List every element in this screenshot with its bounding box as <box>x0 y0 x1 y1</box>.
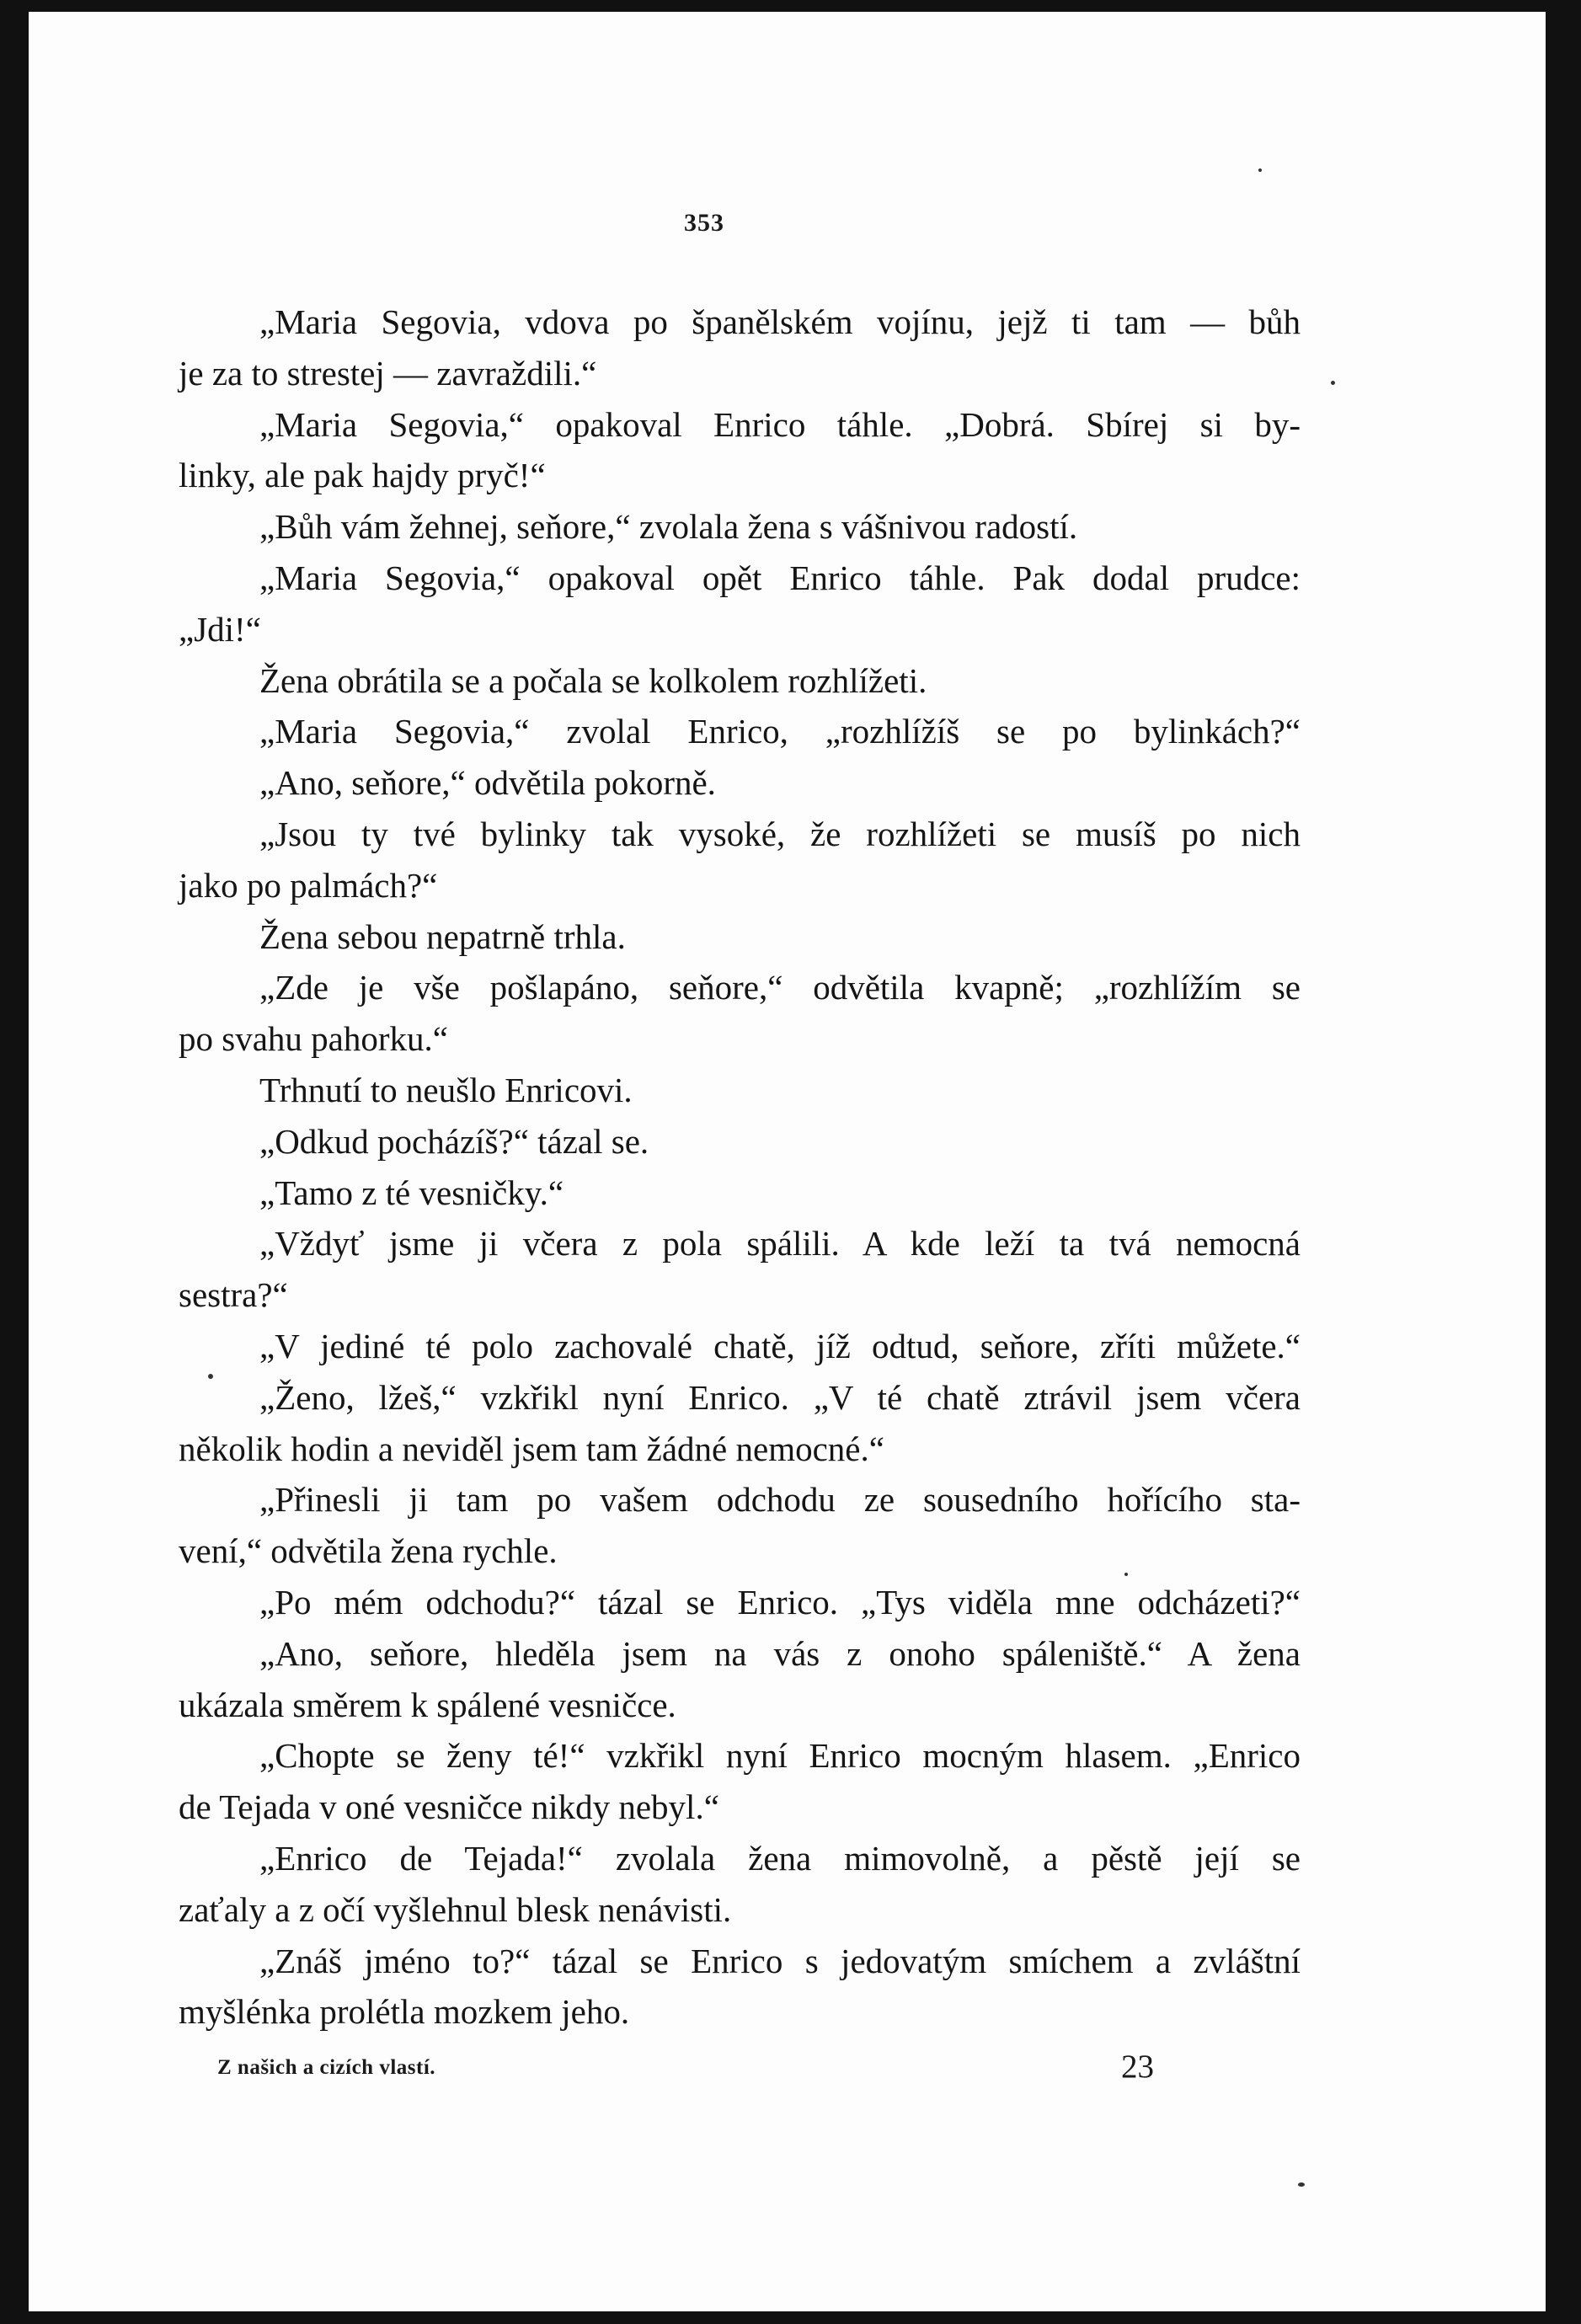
text-line: Žena sebou nepatrně trhla. <box>259 916 626 956</box>
text-line: „Enrico de Tejada!“ zvolala žena mimovolně, a pěstě její se <box>259 1838 1301 1878</box>
text-line: vení,“ odvětila žena rychle. <box>179 1531 558 1571</box>
text-line: „Přinesli ji tam po vašem odchodu ze sousedního hořícího sta- <box>259 1480 1301 1520</box>
text-line: „Ženo, lžeš,“ vzkřikl nyní Enrico. „V té chatě ztrávil jsem včera <box>259 1377 1301 1417</box>
text-line: „Chopte se ženy té!“ vzkřikl nyní Enrico mocným hlasem. „Enrico <box>259 1736 1301 1776</box>
text-line: jako po palmách?“ <box>179 865 438 905</box>
text-line: „Tamo z té vesničky.“ <box>259 1173 564 1212</box>
text-line: „Znáš jméno to?“ tázal se Enrico s jedovatým smíchem a zvláštní <box>259 1941 1301 1980</box>
text-line: „Vždyť jsme ji včera z pola spálili. A kde leží ta tvá nemocná <box>259 1224 1301 1264</box>
text-line: ukázala směrem k spálené vesničce. <box>179 1685 676 1724</box>
text-line: „Maria Segovia, vdova po španělském vojínu, jejž ti tam — bůh <box>259 302 1301 341</box>
footer-signature: Z našich a cizích vlastí. <box>217 2056 436 2079</box>
text-line: „Ano, seňore,“ odvětila pokorně. <box>259 763 716 803</box>
text-line: Trhnutí to neušlo Enricovi. <box>259 1070 633 1109</box>
text-line: myšlénka prolétla mozkem jeho. <box>179 1992 630 2032</box>
scan-border-left <box>0 0 29 2324</box>
text-line: „Jdi!“ <box>179 609 261 649</box>
text-line: je za to strestej — zavraždili.“ <box>179 353 597 393</box>
scan-border-top <box>0 0 1581 12</box>
text-line: de Tejada v oné vesničce nikdy nebyl.“ <box>179 1787 719 1827</box>
text-line: „Jsou ty tvé bylinky tak vysoké, že rozhlížeti se musíš po nich <box>259 814 1301 853</box>
text-line: „Ano, seňore, hleděla jsem na vás z onoho spáleniště.“ A žena <box>259 1633 1301 1673</box>
text-line: „Odkud pocházíš?“ tázal se. <box>259 1121 649 1161</box>
text-line: Žena obrátila se a počala se kolkolem rozhlížeti. <box>259 660 927 700</box>
text-line: linky, ale pak hajdy pryč!“ <box>179 456 546 495</box>
text-line: sestra?“ <box>179 1275 288 1315</box>
text-line: „Maria Segovia,“ opakoval Enrico táhle. „Dobrá. Sbírej si by- <box>259 404 1301 444</box>
body-text <box>179 297 1301 2038</box>
text-line: „Bůh vám žehnej, seňore,“ zvolala žena s vášnivou radostí. <box>259 507 1078 547</box>
text-line: „Po mém odchodu?“ tázal se Enrico. „Tys viděla mne odcházeti?“ <box>259 1582 1301 1621</box>
text-line: „Maria Segovia,“ zvolal Enrico, „rozhlížíš se po bylinkách?“ <box>259 712 1301 751</box>
scan-speck <box>1331 381 1335 385</box>
text-line: „Zde je vše pošlapáno, seňore,“ odvětila kvapně; „rozhlížím se <box>259 968 1301 1007</box>
text-line: po svahu pahorku.“ <box>179 1019 448 1059</box>
scan-speck <box>1298 2182 1305 2187</box>
text-line: „V jediné té polo zachovalé chatě, jíž odtud, seňore, zříti můžete.“ <box>259 1326 1301 1365</box>
scan-speck <box>1258 168 1262 172</box>
text-line: „Maria Segovia,“ opakoval opět Enrico táhle. Pak dodal prudce: <box>259 558 1301 597</box>
scan-border-bottom <box>0 2311 1581 2324</box>
footer-sheet-number: 23 <box>1121 2049 1154 2085</box>
text-line: několik hodin a neviděl jsem tam žádné nemocné.“ <box>179 1429 884 1468</box>
scan-border-right <box>1546 0 1581 2324</box>
text-line: zaťaly a z očí vyšlehnul blesk nenávisti. <box>179 1889 732 1929</box>
page-number: 353 <box>684 209 724 237</box>
